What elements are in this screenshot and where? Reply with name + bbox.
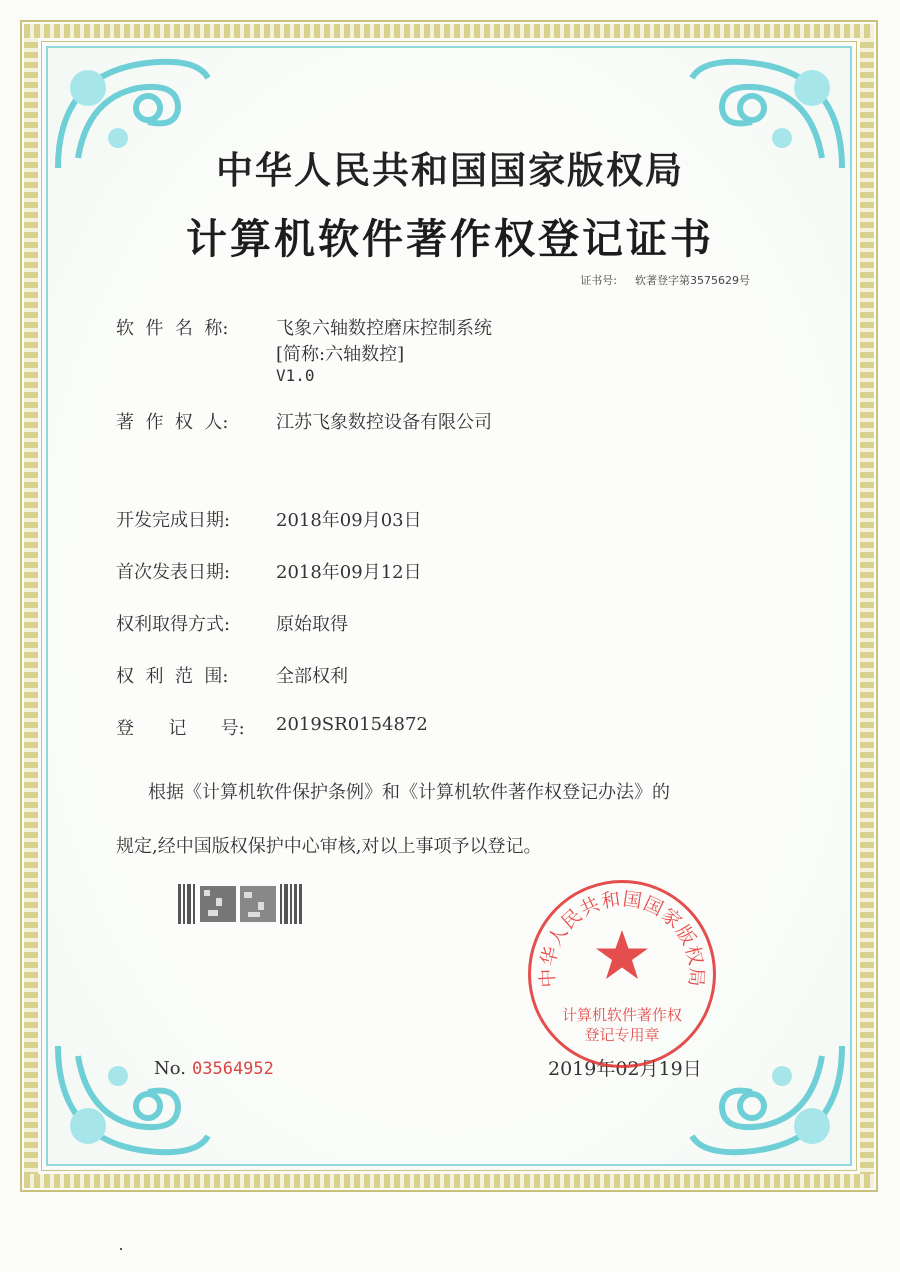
software-name: 飞象六轴数控磨床控制系统: [276, 318, 492, 339]
pub-date-value: 2018年09月12日: [276, 562, 422, 583]
scan-speck: [120, 1248, 122, 1250]
dev-date-value: 2018年09月03日: [276, 510, 422, 531]
certificate-title: 计算机软件著作权登记证书: [186, 215, 714, 263]
statement-line: 根据《计算机软件保护条例》和《计算机软件著作权登记办法》的: [148, 782, 670, 803]
field-label: 权利取得方式:: [116, 614, 231, 635]
issue-date: 2019年02月19日: [548, 1058, 702, 1080]
cert-number-label: 证书号:: [580, 274, 617, 287]
certificate-number: [580, 272, 750, 288]
statement-line: 规定,经中国版权保护中心审核,对以上事项予以登记。: [116, 836, 542, 857]
acquire-value: 原始取得: [276, 614, 348, 635]
software-version: V1.0: [276, 366, 315, 385]
serial-label: No.: [154, 1058, 186, 1079]
star-icon: [594, 928, 650, 984]
seal-text-line: 登记专用章: [584, 1026, 660, 1044]
serial-value: 03564952: [192, 1059, 274, 1079]
issuer-title: 中华人民共和国国家版权局: [216, 149, 684, 192]
registration-number: 2019SR0154872: [276, 714, 428, 735]
field-label: 开发完成日期:: [116, 510, 231, 531]
software-short-name: [简称:六轴数控]: [276, 344, 405, 365]
field-label: 首次发表日期:: [116, 562, 231, 583]
scope-value: 全部权利: [276, 666, 348, 687]
field-label: 著 作 权 人:: [116, 412, 229, 433]
serial-number: [154, 1058, 274, 1079]
cert-number-value: 软著登字第3575629号: [635, 274, 750, 287]
barcode-icon: [178, 884, 302, 924]
field-label: 权 利 范 围:: [116, 666, 229, 687]
seal-text-line: 计算机软件著作权: [561, 1006, 682, 1024]
svg-text:中华人民共和国国家版权局: 中华人民共和国国家版权局: [536, 888, 708, 989]
official-seal: [528, 880, 716, 1068]
field-label: 软 件 名 称:: [116, 318, 229, 339]
field-label: 登 记 号:: [116, 718, 245, 739]
owner-value: 江苏飞象数控设备有限公司: [276, 412, 492, 433]
corner-ornament-icon: [48, 1026, 218, 1166]
